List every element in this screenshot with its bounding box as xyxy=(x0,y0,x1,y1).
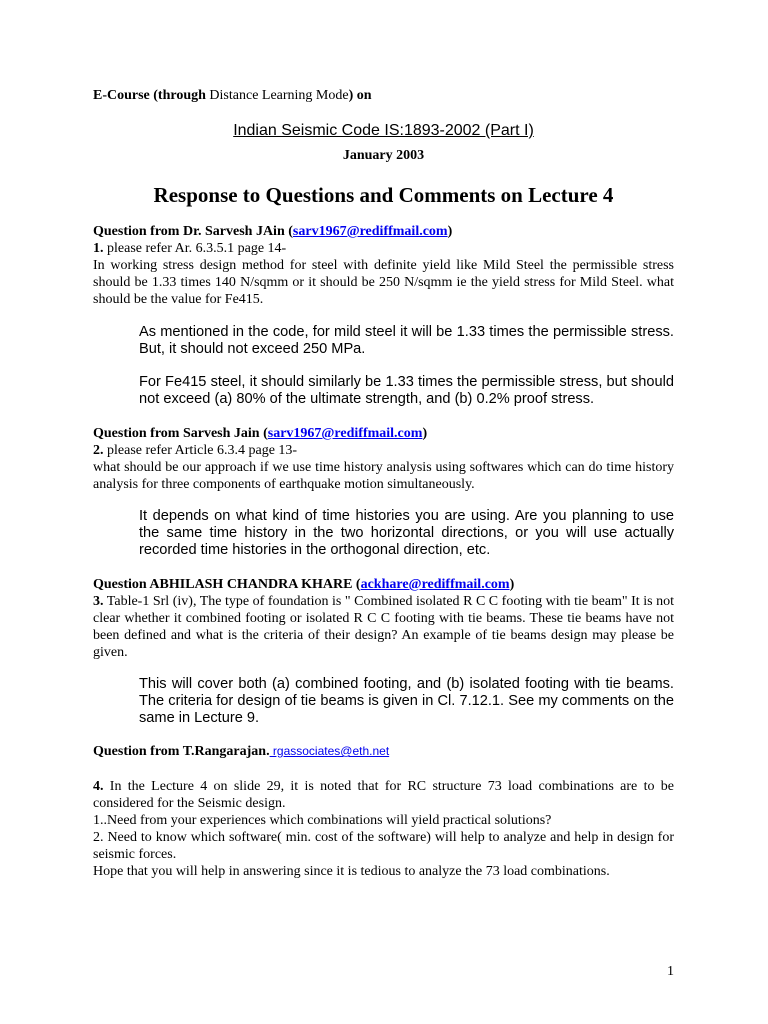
answer-1-para-1: As mentioned in the code, for mild steel it will be 1.33 times the permissible stress. But, it should not exceed 250 MPa. xyxy=(139,324,674,357)
question-2-text: what should be our approach if we use time history analysis using softwares which can do time history analysis for three components of earthquake motion simultaneously. xyxy=(93,460,674,492)
question-3 xyxy=(93,576,674,661)
code-title: Indian Seismic Code IS:1893-2002 (Part I) xyxy=(233,122,534,139)
question-4-point-2: 2. Need to know which software( min. cost of the software) will help to analyze and help in design for seismic forces. xyxy=(93,830,674,862)
answer-1 xyxy=(139,324,674,408)
question-2-number: 2. xyxy=(93,443,104,458)
question-4-email-link[interactable]: rgassociates@eth.net xyxy=(269,744,390,758)
question-3-text: Table-1 Srl (iv), The type of foundation is " Combined isolated R C C footing with tie beam" It is not clear whether it combined footing or isolated R C C footing with tie beams. These tie beams have not been defined and what is the criteria of their design? An example of tie beams design may please be given. xyxy=(93,594,674,660)
question-4-number: 4. xyxy=(93,779,104,794)
question-4-closing: Hope that you will help in answering since it is tedious to analyze the 73 load combinations. xyxy=(93,864,610,879)
document-date: January 2003 xyxy=(342,148,425,163)
answer-2 xyxy=(139,508,674,559)
question-3-from: Question ABHILASH CHANDRA KHARE ( xyxy=(93,577,361,592)
question-2-from: Question from Sarvesh Jain ( xyxy=(93,426,268,441)
course-prefix: E-Course (through xyxy=(93,88,206,103)
question-4-point-1: 1..Need from your experiences which combinations will yield practical solutions? xyxy=(93,813,552,828)
question-1-ref: please refer Ar. 6.3.5.1 page 14- xyxy=(103,241,287,256)
question-1-text: In working stress design method for steel with definite yield like Mild Steel the permissible stress should be 1.33 times 140 N/sqmm or it should be 250 N/sqmm ie the yield stress for Mild Steel. what should be the value for Fe415. xyxy=(93,258,674,307)
question-4-text: In the Lecture 4 on slide 29, it is noted that for RC structure 73 load combinations are to be considered for the Seismic design. xyxy=(93,779,674,811)
answer-2-text: It depends on what kind of time histories you are using. Are you planning to use the same time history in the two horizontal directions, or you will use actually recorded time histories in the orthogonal direction, etc. xyxy=(139,508,674,558)
question-2-from-close: ) xyxy=(422,426,428,441)
question-4-body xyxy=(93,778,674,880)
answer-1-para-2: For Fe415 steel, it should similarly be 1.33 times the permissible stress, but should not exceed (a) 80% of the ultimate strength, and (b) 0.2% proof stress. xyxy=(139,374,674,407)
answer-3-text: This will cover both (a) combined footing, and (b) isolated footing with tie beams. The criteria for design of tie beams is given in Cl. 7.12.1. See my comments on the same in Lecture 9. xyxy=(139,676,674,726)
question-2-email-link[interactable]: sarv1967@rediffmail.com xyxy=(267,426,423,441)
question-3-email-link[interactable]: ackhare@rediffmail.com xyxy=(360,577,510,592)
question-3-number: 3. xyxy=(93,594,104,609)
question-2-ref: please refer Article 6.3.4 page 13- xyxy=(103,443,298,458)
question-1-from: Question from Dr. Sarvesh JAin ( xyxy=(93,224,293,239)
course-line xyxy=(93,88,372,104)
course-suffix: ) on xyxy=(348,88,372,103)
question-2 xyxy=(93,425,674,493)
answer-3 xyxy=(139,676,674,727)
question-1-from-close: ) xyxy=(447,224,453,239)
question-3-from-close: ) xyxy=(509,577,515,592)
course-mode: Distance Learning Mode xyxy=(205,88,349,103)
question-1-email-link[interactable]: sarv1967@rediffmail.com xyxy=(292,224,448,239)
question-4 xyxy=(93,743,674,760)
question-1 xyxy=(93,223,674,308)
question-4-from: Question from T.Rangarajan. xyxy=(93,744,270,759)
page-title: Response to Questions and Comments on Lecture 4 xyxy=(153,183,614,207)
question-1-number: 1. xyxy=(93,241,104,256)
page-number: 1 xyxy=(667,964,674,979)
